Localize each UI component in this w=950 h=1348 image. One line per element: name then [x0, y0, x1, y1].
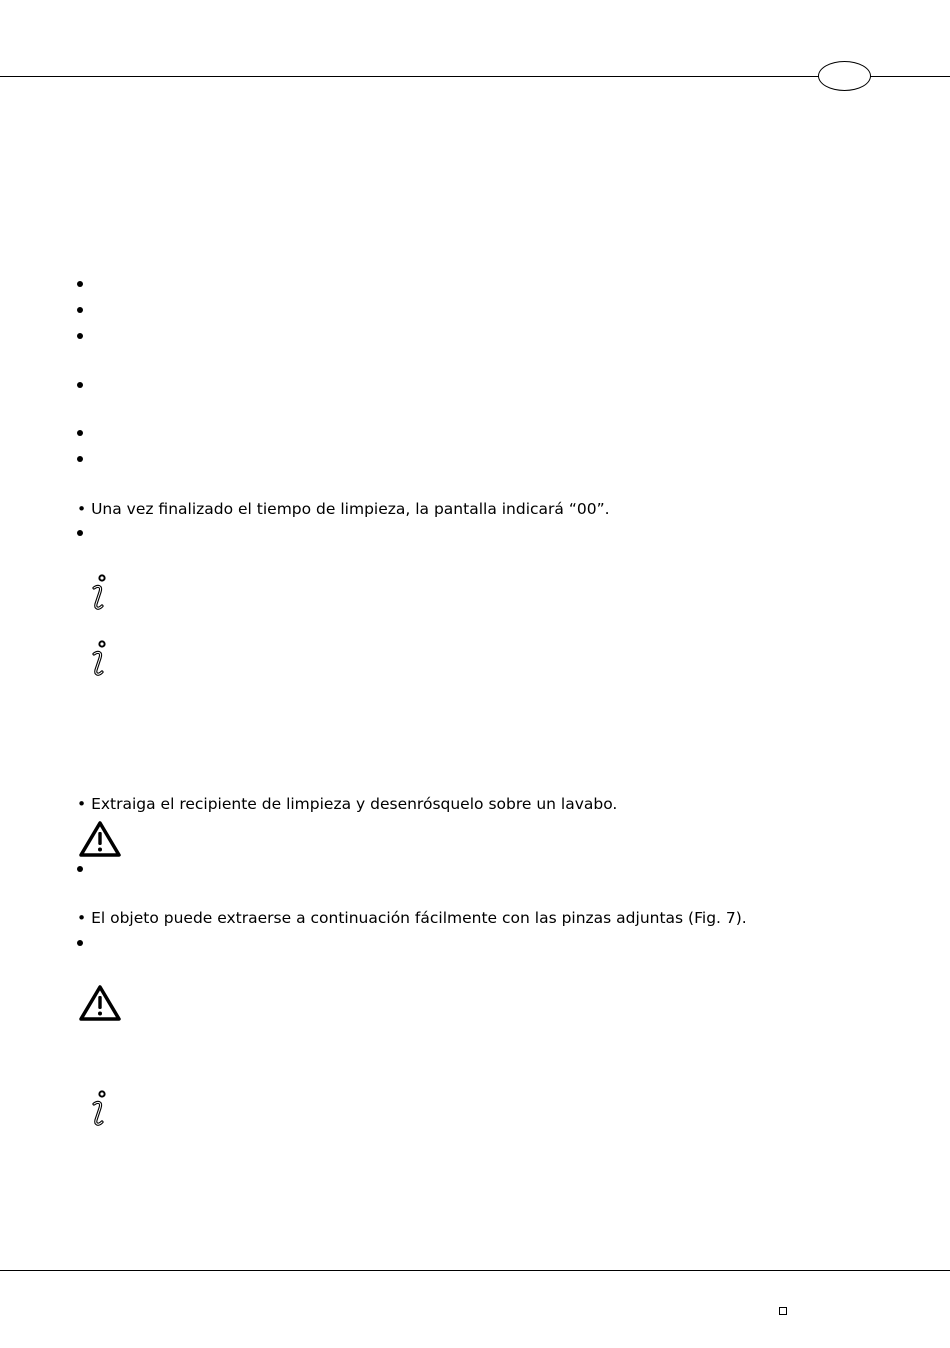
text-line-remove-object: • El objeto puede extraerse a continuación fácilmente con las pinzas adjuntas (Fig. 7). [77, 909, 747, 927]
footer-rule [0, 1270, 950, 1271]
text-line-remove-container: • Extraiga el recipiente de limpieza y desenrósquelo sobre un lavabo. [77, 795, 618, 813]
bullet-icon [77, 382, 85, 390]
bullet-icon [77, 307, 85, 315]
bullet-icon [77, 530, 85, 538]
bullet-icon [77, 866, 85, 874]
square-outline-icon [779, 1307, 787, 1315]
bullet-icon [77, 333, 85, 341]
header-rule [0, 76, 950, 77]
warning-triangle-icon [78, 984, 122, 1022]
info-icon [88, 1090, 110, 1130]
bullet-icon [77, 281, 85, 289]
text-line-timer-finished: • Una vez finalizado el tiempo de limpieza, la pantalla indicará “00”. [77, 500, 610, 518]
bullet-icon [77, 940, 85, 948]
bullet-icon [77, 456, 85, 464]
bullet-icon [77, 430, 85, 438]
language-tab-icon [818, 61, 871, 91]
info-icon [88, 574, 110, 614]
warning-triangle-icon [78, 820, 122, 858]
info-icon [88, 640, 110, 680]
